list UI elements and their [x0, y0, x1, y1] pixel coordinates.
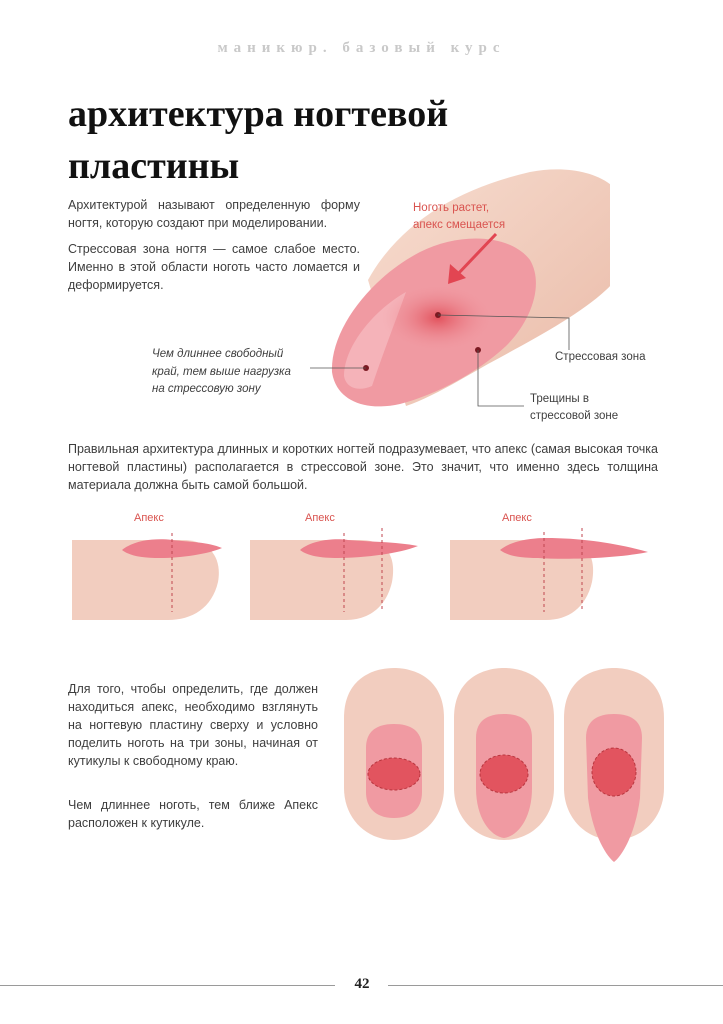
- stress-zone-label: Стрессовая зона: [555, 351, 646, 363]
- page-title-line-1: архитектура ногтевой: [68, 93, 449, 135]
- apex-zone: [592, 748, 636, 796]
- apex-label-1: Апекс: [134, 512, 164, 524]
- growth-label: Ноготь растет, апекс смещается: [413, 202, 506, 231]
- bottom-paragraph-2: Чем длиннее ноготь, тем ближе Апекс расположен к кутикуле.: [68, 798, 318, 830]
- footer-rule-left: [0, 985, 335, 986]
- intro-paragraph-2: Стрессовая зона ногтя — самое слабое место. Именно в этой области ноготь часто ломается и деформируется.: [68, 242, 360, 292]
- finger-profile-short: [72, 520, 232, 620]
- running-head: маникюр. базовый курс: [217, 40, 506, 56]
- cracks-label: Трещины в стрессовой зоне: [530, 393, 619, 422]
- free-edge-note: Чем длиннее свободный край, тем выше нагрузка на стрессовую зону: [152, 348, 291, 395]
- apex-zone: [480, 755, 528, 793]
- bottom-paragraph-1: Для того, чтобы определить, где должен находиться апекс, необходимо взглянуть на ногтевую пластину сверху и условно поделить ноготь на три зоны, начиная от кутикулы к свободному краю.: [68, 682, 318, 768]
- nail-top-view-medium: [454, 668, 554, 844]
- nail-top-view-long: [564, 668, 664, 864]
- apex-label-3: Апекс: [502, 512, 532, 524]
- nail-top-view-short: [344, 668, 444, 846]
- apex-zone: [368, 758, 420, 790]
- intro-paragraph-1: Архитектурой называют определенную форму ногтя, которую создают при моделировании.: [68, 198, 360, 230]
- page-title-line-2: пластины: [68, 145, 240, 187]
- finger-profile-long: [450, 520, 655, 620]
- body-paragraph: Правильная архитектура длинных и коротких ногтей подразумевает, что апекс (самая высокая точка ногтевой пластины) располагается в стрессовой зоне. Это значит, что именно здесь толщина материала должна быть самой большой.: [68, 442, 658, 492]
- nail-profile: [300, 539, 418, 558]
- footer-rule-right: [388, 985, 723, 986]
- page-number: 42: [354, 976, 370, 992]
- nail-profile: [500, 538, 648, 559]
- apex-label-2: Апекс: [305, 512, 335, 524]
- finger-profile-medium: [250, 520, 430, 620]
